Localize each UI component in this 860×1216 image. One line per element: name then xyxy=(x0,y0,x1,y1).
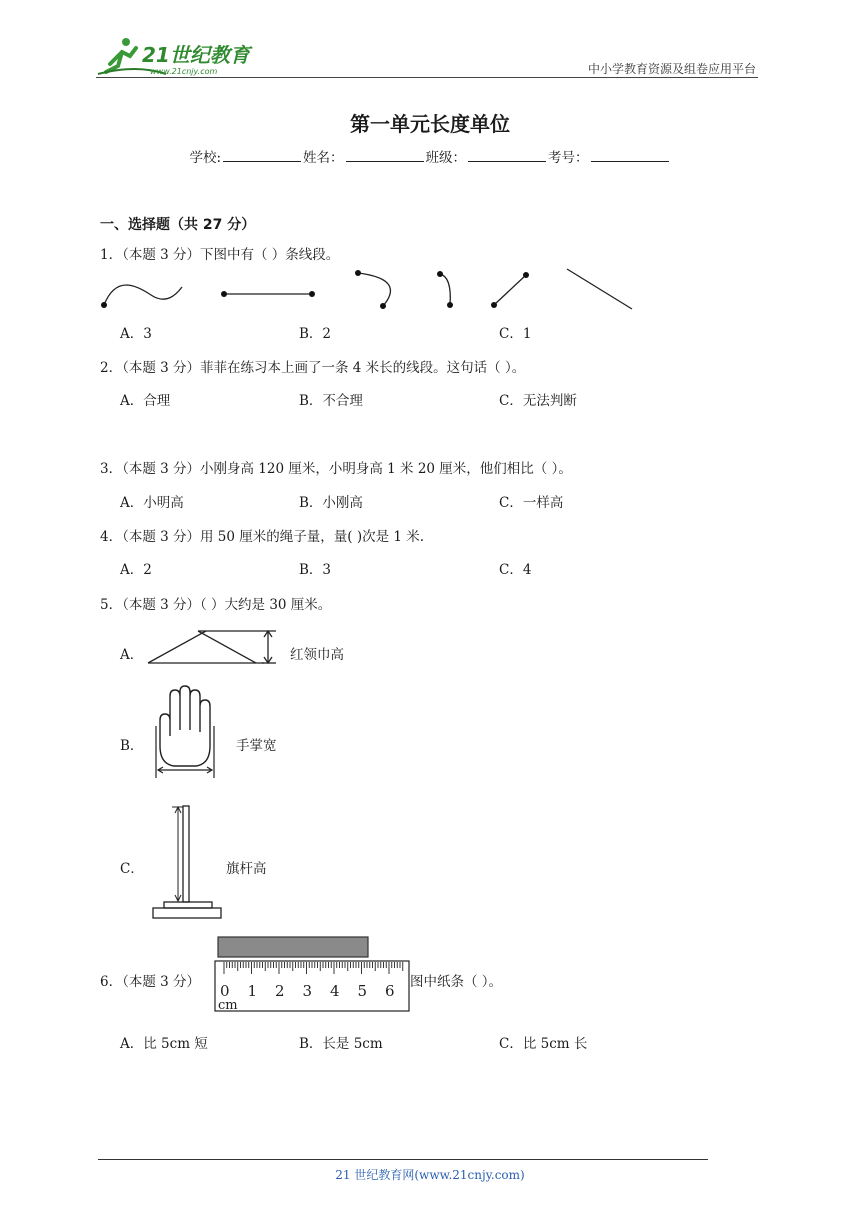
q4-option-c[interactable]: C．4 xyxy=(499,562,532,578)
q2-option-c[interactable]: C．无法判断 xyxy=(499,393,577,409)
q5-caption-c: 旗杆高 xyxy=(226,861,267,877)
paper-strip xyxy=(218,937,368,957)
q6-option-a[interactable]: A．比 5cm 短 xyxy=(120,1036,208,1052)
exam-no-label: 考号： xyxy=(548,150,589,166)
q3-option-c[interactable]: C．一样高 xyxy=(499,495,564,511)
footer-link[interactable]: 21 世纪教育网(www.21cnjy.com) xyxy=(335,1168,525,1182)
ruler-number: 3 xyxy=(302,982,313,1000)
school-label: 学校: xyxy=(189,150,222,166)
curve-line-figure xyxy=(104,285,182,305)
ruler-number: 2 xyxy=(275,982,285,1000)
q5-option-a[interactable]: A． xyxy=(120,647,144,663)
site-logo xyxy=(96,34,266,78)
header-rule xyxy=(96,77,758,78)
platform-name: 中小学教育资源及组卷应用平台 xyxy=(587,62,756,76)
question-5-stem: 5．（本题 3 分）（ ）大约是 30 厘米。 xyxy=(100,597,332,613)
ruler-number: 6 xyxy=(385,982,395,1000)
q5-caption-a: 红领巾高 xyxy=(290,647,344,663)
question-6-stem-suffix: 图中纸条（ ）。 xyxy=(410,974,503,990)
q6-option-c[interactable]: C．比 5cm 长 xyxy=(499,1036,588,1052)
q2-option-a[interactable]: A．合理 xyxy=(120,393,171,409)
q3-option-a[interactable]: A．小明高 xyxy=(120,495,184,511)
question-3-stem: 3．（本题 3 分）小刚身高 120 厘米，小明身高 1 米 20 厘米，他们相比（ ）。 xyxy=(100,461,572,477)
logo-text: 21世纪教育 xyxy=(142,43,250,67)
ruler-number: 1 xyxy=(247,982,258,1000)
q3-option-b[interactable]: B．小刚高 xyxy=(299,495,363,511)
ruler-figure xyxy=(214,936,410,1014)
page-title: 第一单元长度单位 xyxy=(350,112,510,136)
curve-endpoint xyxy=(101,302,107,308)
q1-option-a[interactable]: A．3 xyxy=(120,326,152,342)
q6-option-b[interactable]: B．长是 5cm xyxy=(299,1036,383,1052)
q2-option-b[interactable]: B．不合理 xyxy=(299,393,363,409)
ruler-unit: cm xyxy=(218,998,238,1013)
footer-rule xyxy=(98,1159,708,1160)
ruler-number: 5 xyxy=(357,982,368,1000)
q5-option-b[interactable]: B． xyxy=(120,738,144,754)
palm-figure xyxy=(150,686,220,780)
question-1-figure xyxy=(96,265,656,315)
student-info-line xyxy=(0,146,860,166)
hook-segment-figure xyxy=(437,271,453,308)
q4-option-b[interactable]: B．3 xyxy=(299,562,332,578)
question-4-stem: 4．（本题 3 分）用 50 厘米的绳子量，量( )次是 1 米. xyxy=(100,529,425,545)
flagpole-figure xyxy=(150,804,224,922)
ruler-number: 0 xyxy=(220,982,230,1000)
q4-option-a[interactable]: A．2 xyxy=(120,562,152,578)
name-blank[interactable] xyxy=(346,149,424,162)
question-6-stem-prefix: 6．（本题 3 分） xyxy=(100,974,201,990)
q5-option-c[interactable]: C． xyxy=(120,861,144,877)
logo-url: www.21cnjy.com xyxy=(150,67,218,76)
red-scarf-figure xyxy=(146,628,286,668)
section-heading: 一、选择题（共 27 分） xyxy=(100,217,256,233)
class-label: 班级： xyxy=(425,150,467,166)
exam-no-blank[interactable] xyxy=(591,149,669,162)
ray-line-figure xyxy=(567,269,632,309)
name-label: 姓名： xyxy=(303,150,344,166)
q1-option-c[interactable]: C．1 xyxy=(499,326,532,342)
class-blank[interactable] xyxy=(468,149,546,162)
question-2-stem: 2．（本题 3 分）菲菲在练习本上画了一条 4 米长的线段。这句话（ ）。 xyxy=(100,360,526,376)
arc-segment-figure xyxy=(355,270,390,309)
ruler-number: 4 xyxy=(330,982,340,1000)
line-segment-figure xyxy=(221,291,315,297)
question-1-stem: 1．（本题 3 分）下图中有（ ）条线段。 xyxy=(100,247,340,263)
school-blank[interactable] xyxy=(223,149,301,162)
q5-caption-b: 手掌宽 xyxy=(236,738,277,754)
diagonal-segment-figure xyxy=(491,272,529,308)
q1-option-b[interactable]: B．2 xyxy=(299,326,332,342)
